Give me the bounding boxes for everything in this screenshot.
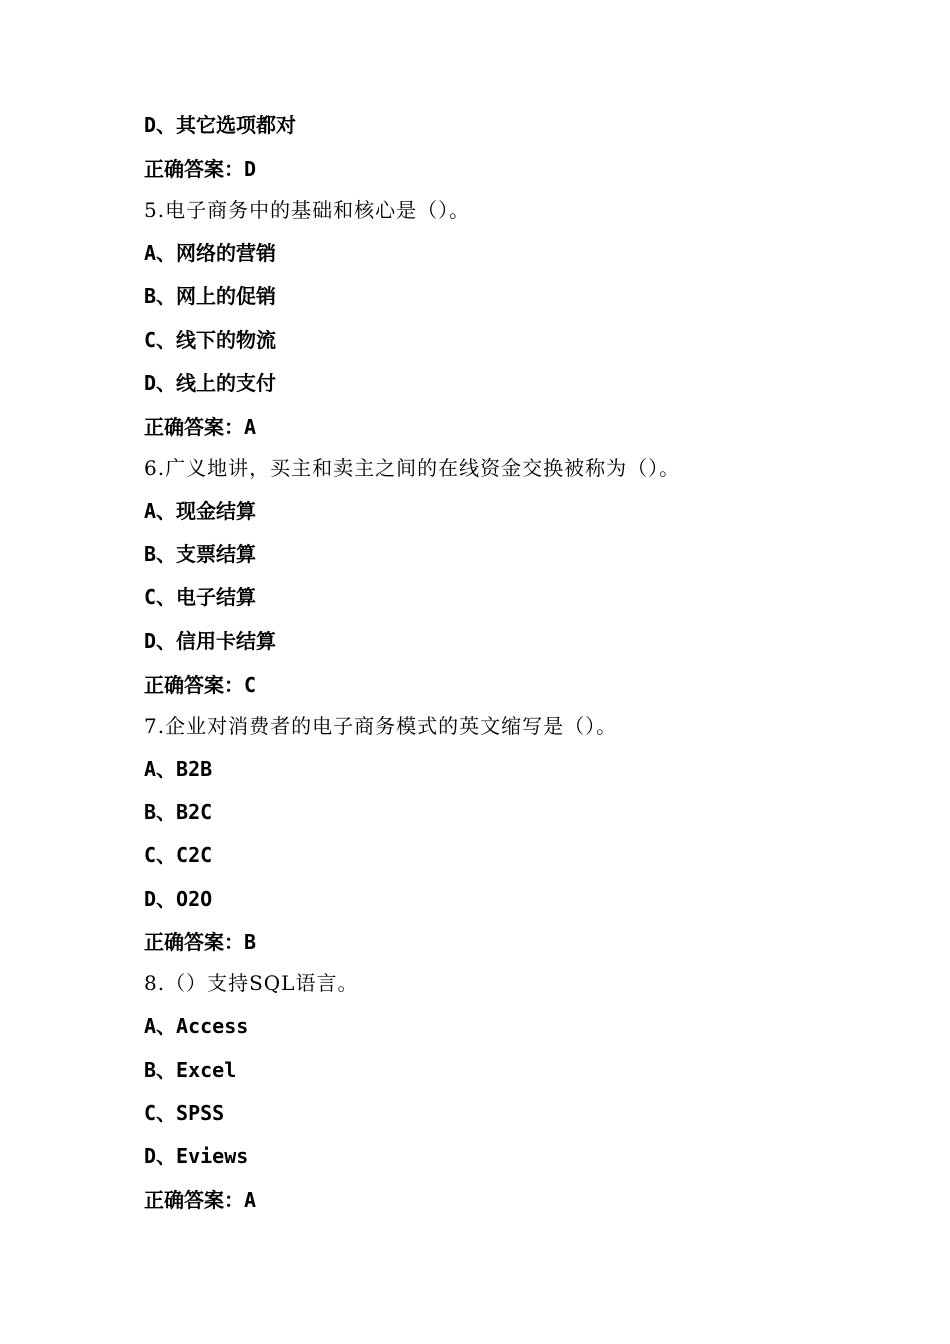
option-line: B、网上的促销	[144, 284, 277, 308]
option-line: A、网络的营销	[144, 241, 277, 265]
option-line: C、C2C	[144, 843, 213, 867]
question-line: 8.（）支持SQL语言。	[144, 971, 359, 995]
question-line: 7.企业对消费者的电子商务模式的英文缩写是（）。	[144, 714, 618, 738]
answer-line: 正确答案：D	[144, 157, 257, 181]
answer-line: 正确答案：B	[144, 930, 257, 954]
answer-line: 正确答案：A	[144, 415, 257, 439]
option-line: D、线上的支付	[144, 371, 277, 395]
question-line: 6.广义地讲，买主和卖主之间的在线资金交换被称为（）。	[144, 456, 681, 480]
option-line: C、线下的物流	[144, 328, 277, 352]
option-line: A、Access	[144, 1014, 249, 1038]
option-line: C、电子结算	[144, 585, 257, 609]
answer-line: 正确答案：A	[144, 1188, 257, 1212]
option-line: D、信用卡结算	[144, 629, 277, 653]
option-line: D、其它选项都对	[144, 113, 297, 137]
option-line: A、B2B	[144, 757, 213, 781]
option-line: C、SPSS	[144, 1101, 225, 1125]
option-line: D、Eviews	[144, 1144, 249, 1168]
option-line: B、Excel	[144, 1058, 237, 1082]
option-line: B、支票结算	[144, 542, 257, 566]
option-line: B、B2C	[144, 800, 213, 824]
answer-line: 正确答案：C	[144, 673, 257, 697]
option-line: D、O2O	[144, 887, 213, 911]
option-line: A、现金结算	[144, 499, 257, 523]
question-line: 5.电子商务中的基础和核心是（）。	[144, 198, 471, 222]
